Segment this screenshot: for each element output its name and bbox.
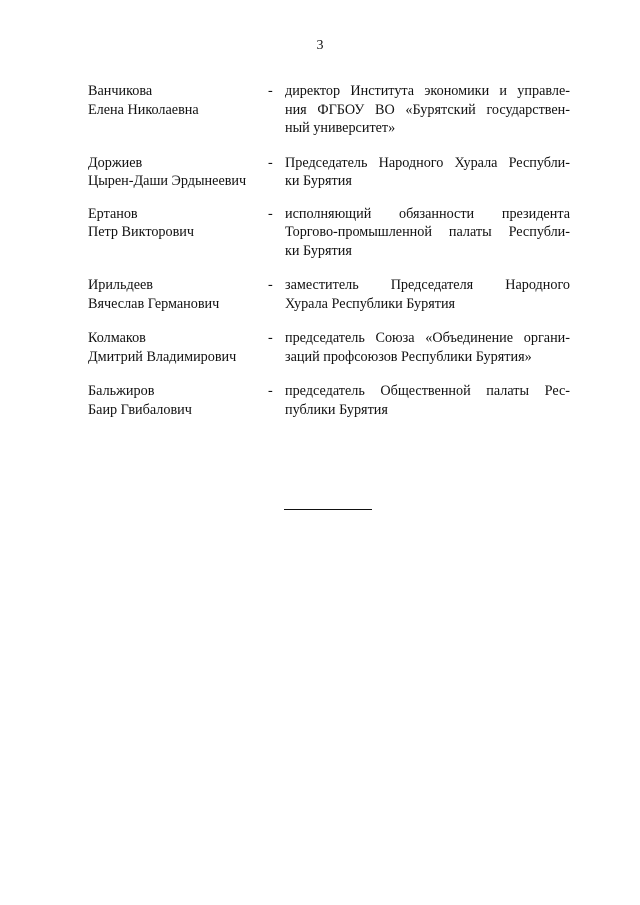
member-role-line: Хурала Республики Бурятия bbox=[285, 295, 456, 312]
member-entry bbox=[88, 329, 570, 366]
member-given-names: Елена Николаевна bbox=[88, 101, 199, 118]
member-role bbox=[285, 82, 570, 138]
member-dash: - bbox=[268, 277, 273, 293]
member-role-line: ния ФГБОУ ВО «Бурятский государствен- bbox=[285, 101, 570, 118]
member-role-line: председатель Союза «Объединение органи- bbox=[285, 330, 570, 346]
member-role-line: ки Бурятия bbox=[285, 173, 352, 189]
member-role bbox=[285, 205, 570, 261]
member-given-names: Вячеслав Германович bbox=[88, 295, 220, 312]
member-role bbox=[285, 382, 570, 419]
member-given-names: Цырен-Даши Эрдынеевич bbox=[88, 173, 247, 189]
member-role-line: председатель Общественной палаты Рес- bbox=[285, 383, 570, 399]
member-entry bbox=[88, 154, 570, 191]
member-entry bbox=[88, 205, 570, 261]
member-role-line: заместитель Председателя Народного bbox=[285, 277, 570, 293]
member-surname: Колмаков bbox=[88, 330, 146, 346]
member-dash: - bbox=[268, 154, 273, 171]
page-number: 3 bbox=[316, 38, 324, 53]
member-role bbox=[285, 154, 570, 191]
member-role-line: директор Института экономики и управле- bbox=[285, 83, 570, 99]
member-surname: Ирильдеев bbox=[88, 277, 153, 293]
member-name bbox=[88, 276, 268, 313]
member-role-line: ки Бурятия bbox=[285, 242, 352, 259]
member-role-line: Торгово-промышленной палаты Республи- bbox=[285, 224, 570, 240]
member-name bbox=[88, 205, 268, 242]
member-role bbox=[285, 329, 570, 366]
member-dash: - bbox=[268, 383, 273, 399]
member-entry bbox=[88, 382, 570, 419]
member-name bbox=[88, 154, 268, 191]
member-role bbox=[285, 276, 570, 313]
member-role-line: публики Бурятия bbox=[285, 401, 388, 418]
member-dash: - bbox=[268, 83, 273, 99]
member-name bbox=[88, 329, 268, 366]
member-entry bbox=[88, 82, 570, 138]
member-surname: Бальжиров bbox=[88, 383, 155, 399]
member-role-line: исполняющий обязанности президента bbox=[285, 205, 570, 222]
member-given-names: Дмитрий Владимирович bbox=[88, 348, 237, 365]
member-name bbox=[88, 82, 268, 119]
member-given-names: Петр Викторович bbox=[88, 224, 195, 240]
member-surname: Ертанов bbox=[88, 205, 138, 222]
member-name bbox=[88, 382, 268, 419]
member-surname: Ванчикова bbox=[88, 83, 153, 99]
member-surname: Доржиев bbox=[88, 154, 143, 171]
end-divider-line bbox=[284, 509, 372, 510]
member-given-names: Баир Гвибалович bbox=[88, 401, 192, 418]
member-role-line: Председатель Народного Хурала Республи- bbox=[285, 154, 570, 171]
member-entry bbox=[88, 276, 570, 313]
members-list bbox=[88, 82, 570, 419]
member-dash: - bbox=[268, 205, 273, 222]
member-role-line: заций профсоюзов Республики Бурятия» bbox=[285, 348, 532, 365]
member-role-line: ный университет» bbox=[285, 120, 396, 136]
member-dash: - bbox=[268, 330, 273, 346]
